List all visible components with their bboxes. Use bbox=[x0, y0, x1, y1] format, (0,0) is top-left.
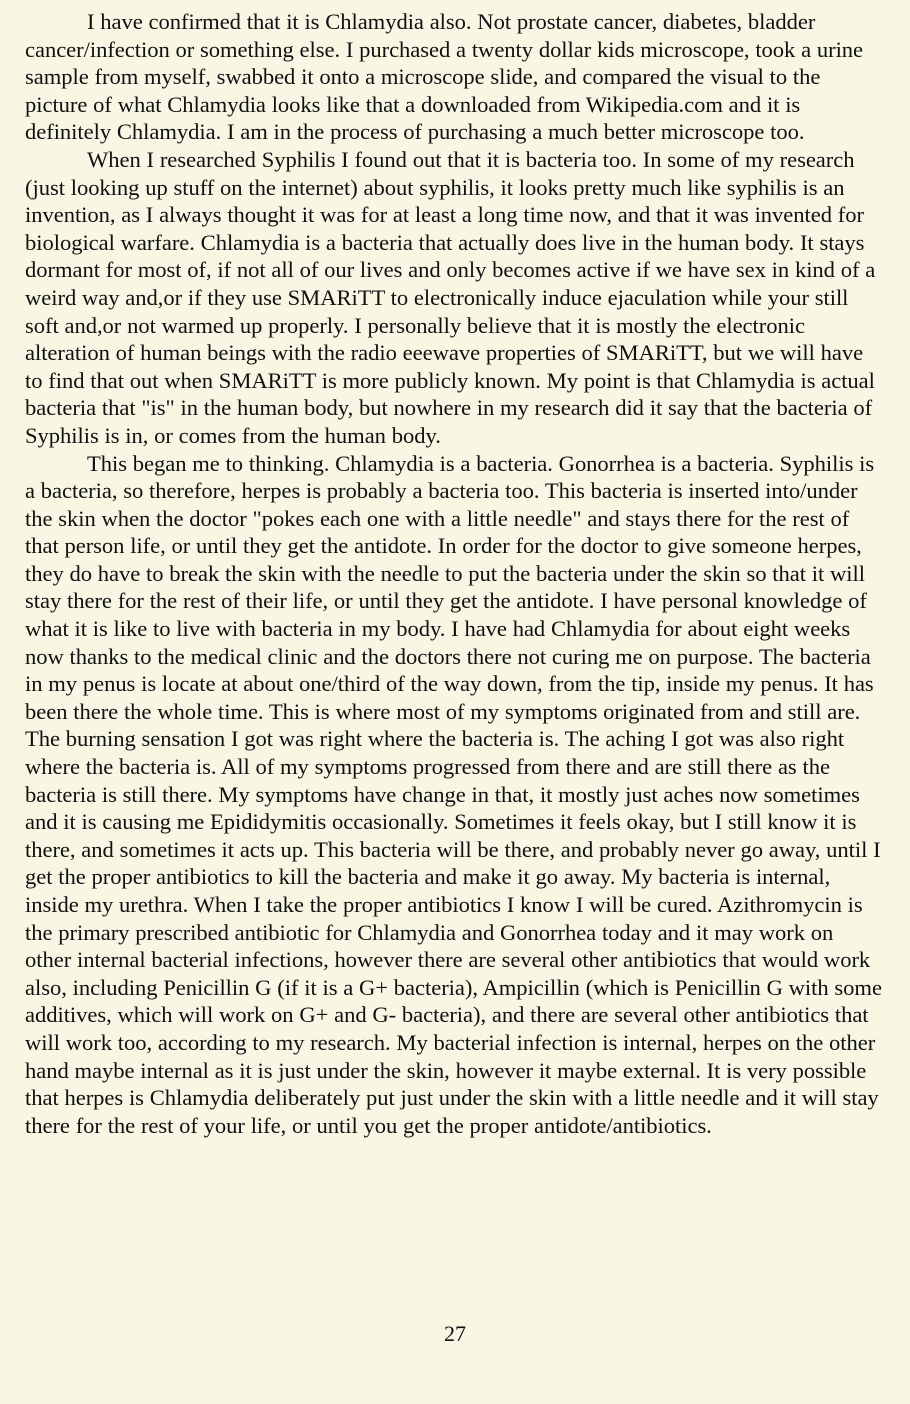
page-number: 27 bbox=[444, 1321, 466, 1346]
paragraph-2: When I researched Syphilis I found out that it is bacteria too. In some of my research (just looking up stuff on the internet) about syphilis, it looks pretty much like syphilis is an invention, as I always thought it was for at least a long time now, and that it was invented for biological warfare. Chlamydia is a bacteria that actually does live in the human body. It stays dormant for most of, if not all of our lives and only becomes active if we have sex in kind of a weird way and,or if they use SMARiTT to electronically induce ejaculation while your still soft and,or not warmed up properly. I personally believe that it is mostly the electronic alteration of human beings with the radio eeewave properties of SMARiTT, but we will have to find that out when SMARiTT is more publicly known. My point is that Chlamydia is actual bacteria that "is" in the human body, but nowhere in my research did it say that the bacteria of Syphilis is in, or comes from the human body. bbox=[25, 146, 876, 448]
document-body bbox=[25, 8, 882, 1139]
paragraph-3: This began me to thinking. Chlamydia is a bacteria. Gonorrhea is a bacteria. Syphilis is a bacteria, so therefore, herpes is probably a bacteria too. This bacteria is inserted into/under the skin when the doctor "pokes each one with a little needle" and stays there for the rest of that person life, or until they get the antidote. In order for the doctor to give someone herpes, they do have to break the skin with the needle to put the bacteria under the skin so that it will stay there for the rest of their life, or until they get the antidote. I have personal knowledge of what it is like to live with bacteria in my body. I have had Chlamydia for about eight weeks now thanks to the medical clinic and the doctors there not curing me on purpose. The bacteria in my penus is locate at about one/third of the way down, from the tip, inside my penus. It has been there the whole time. This is where most of my symptoms originated from and still are. The burning sensation I got was right where the bacteria is. The aching I got was also right where the bacteria is. All of my symptoms progressed from there and are still there as the bacteria is still there. My symptoms have change in that, it mostly just aches now sometimes and it is causing me Epididymitis occasionally. Sometimes it feels okay, but I still know it is there, and sometimes it acts up. This bacteria will be there, and probably never go away, until I get the proper antibiotics to kill the bacteria and make it go away. My bacteria is internal, inside my urethra. When I take the proper antibiotics I know I will be cured. Azithromycin is the primary prescribed antibiotic for Chlamydia and Gonorrhea today and it may work on other internal bacterial infections, however there are several other antibiotics that would work also, including Penicillin G (if it is a G+ bacteria), Ampicillin (which is Penicillin G with some additives, which will work on G+ and G- bacteria), and there are several other antibiotics that will work too, according to my research. My bacterial infection is internal, herpes on the other hand maybe internal as it is just under the skin, however it maybe external. It is very possible that herpes is Chlamydia deliberately put just under the skin with a little needle and it will stay there for the rest of your life, or until you get the proper antidote/antibiotics. bbox=[25, 450, 882, 1138]
page-footer bbox=[0, 1322, 910, 1346]
paragraph-1: I have confirmed that it is Chlamydia also. Not prostate cancer, diabetes, bladder cancer/infection or something else. I purchased a twenty dollar kids microscope, took a urine sample from myself, swabbed it onto a microscope slide, and compared the visual to the picture of what Chlamydia looks like that a downloaded from Wikipedia.com and it is definitely Chlamydia. I am in the process of purchasing a much better microscope too. bbox=[25, 9, 864, 145]
